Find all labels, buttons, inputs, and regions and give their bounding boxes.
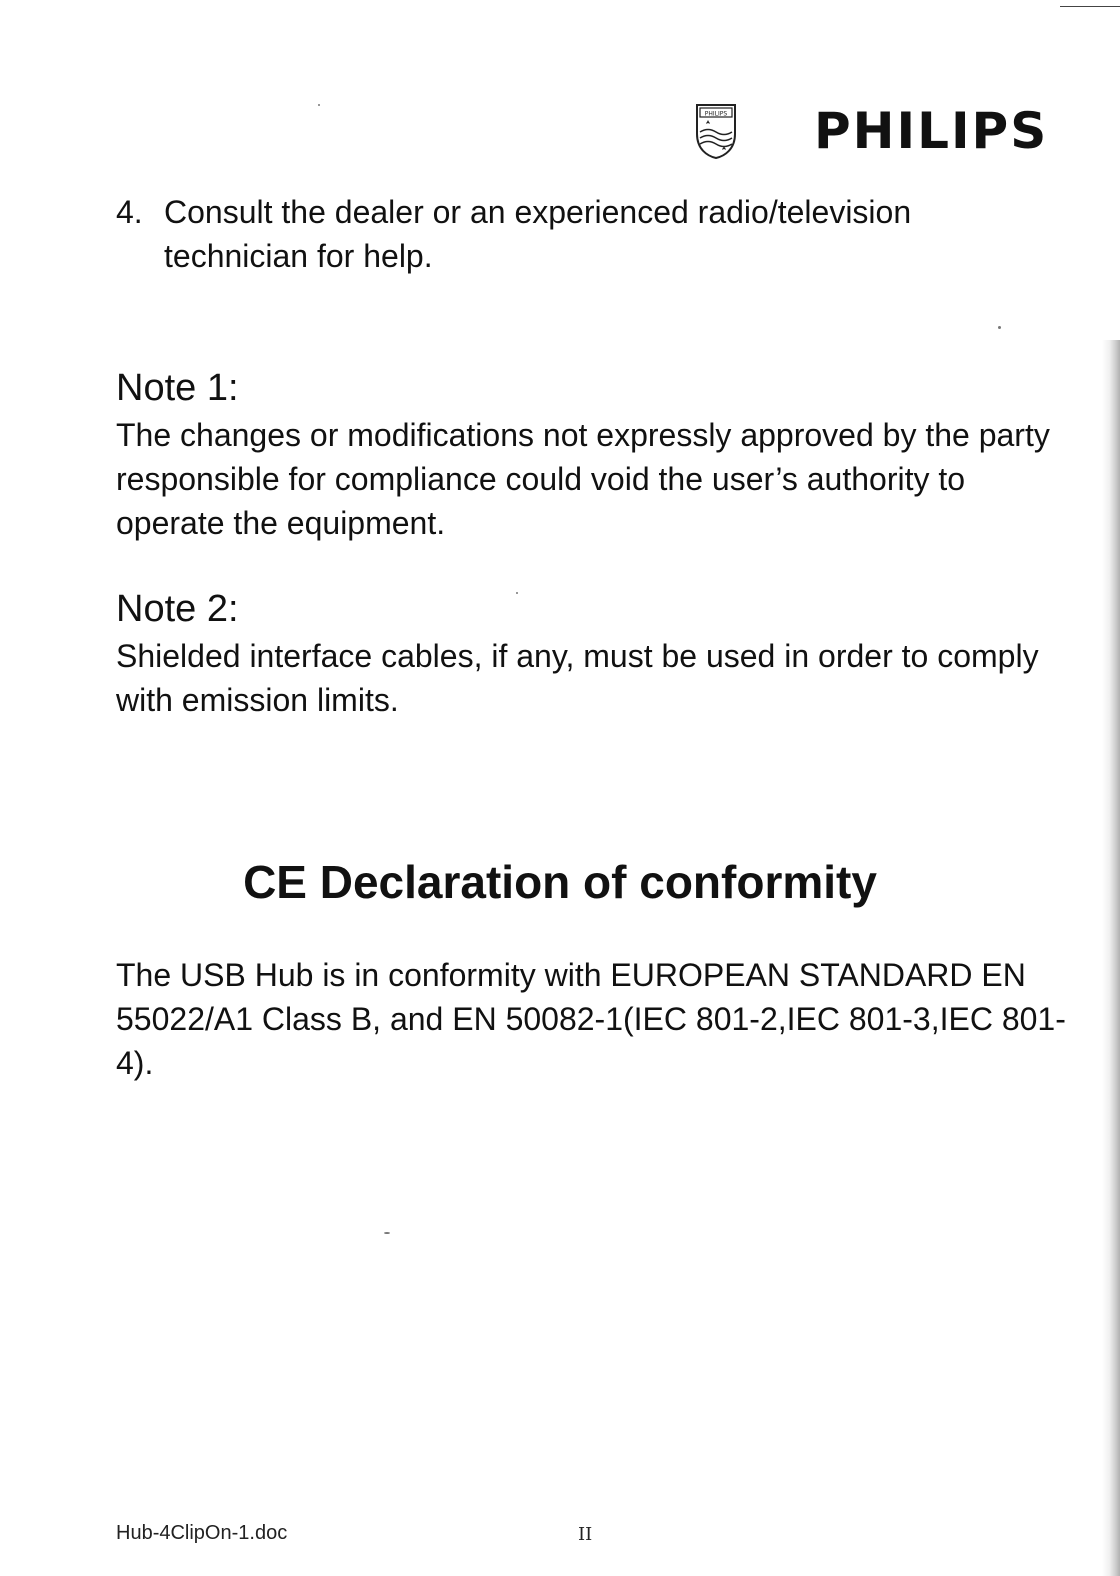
philips-shield-icon: [694, 102, 738, 160]
note2-title: Note 2:: [116, 588, 239, 630]
list-item-text: Consult the dealer or an experienced radio/television technician for help.: [164, 194, 912, 274]
footer-page-number: II: [578, 1524, 593, 1545]
note2-body: Shielded interface cables, if any, must be used in order to comply with emission limits.: [116, 638, 1039, 718]
ce-declaration-body: The USB Hub is in conformity with EUROPEAN STANDARD EN 55022/A1 Class B, and EN 50082-1(IEC 801-2,IEC 801-3,IEC 801-4).: [116, 957, 1066, 1081]
svg-text:PHILIPS: PHILIPS: [704, 110, 728, 118]
scan-speck: [516, 592, 518, 594]
scan-speck: [998, 326, 1001, 329]
scan-edge-shadow: [1102, 340, 1120, 1576]
ce-declaration-heading: CE Declaration of conformity: [243, 856, 877, 908]
brand-name: PHILIPS: [814, 102, 1049, 160]
note1-title: Note 1:: [116, 367, 239, 409]
scan-speck: [384, 1232, 390, 1234]
brand-header: [694, 96, 1064, 166]
footer-filename: Hub-4ClipOn-1.doc: [116, 1522, 288, 1544]
scan-speck: [318, 104, 320, 106]
scan-artifact-line: [1060, 6, 1120, 7]
note1-body: The changes or modifications not expressly approved by the party responsible for compliance could void the user’s authority to operate the equipment.: [116, 417, 1050, 541]
list-item: [116, 190, 1036, 278]
list-item-number: 4.: [116, 194, 143, 230]
